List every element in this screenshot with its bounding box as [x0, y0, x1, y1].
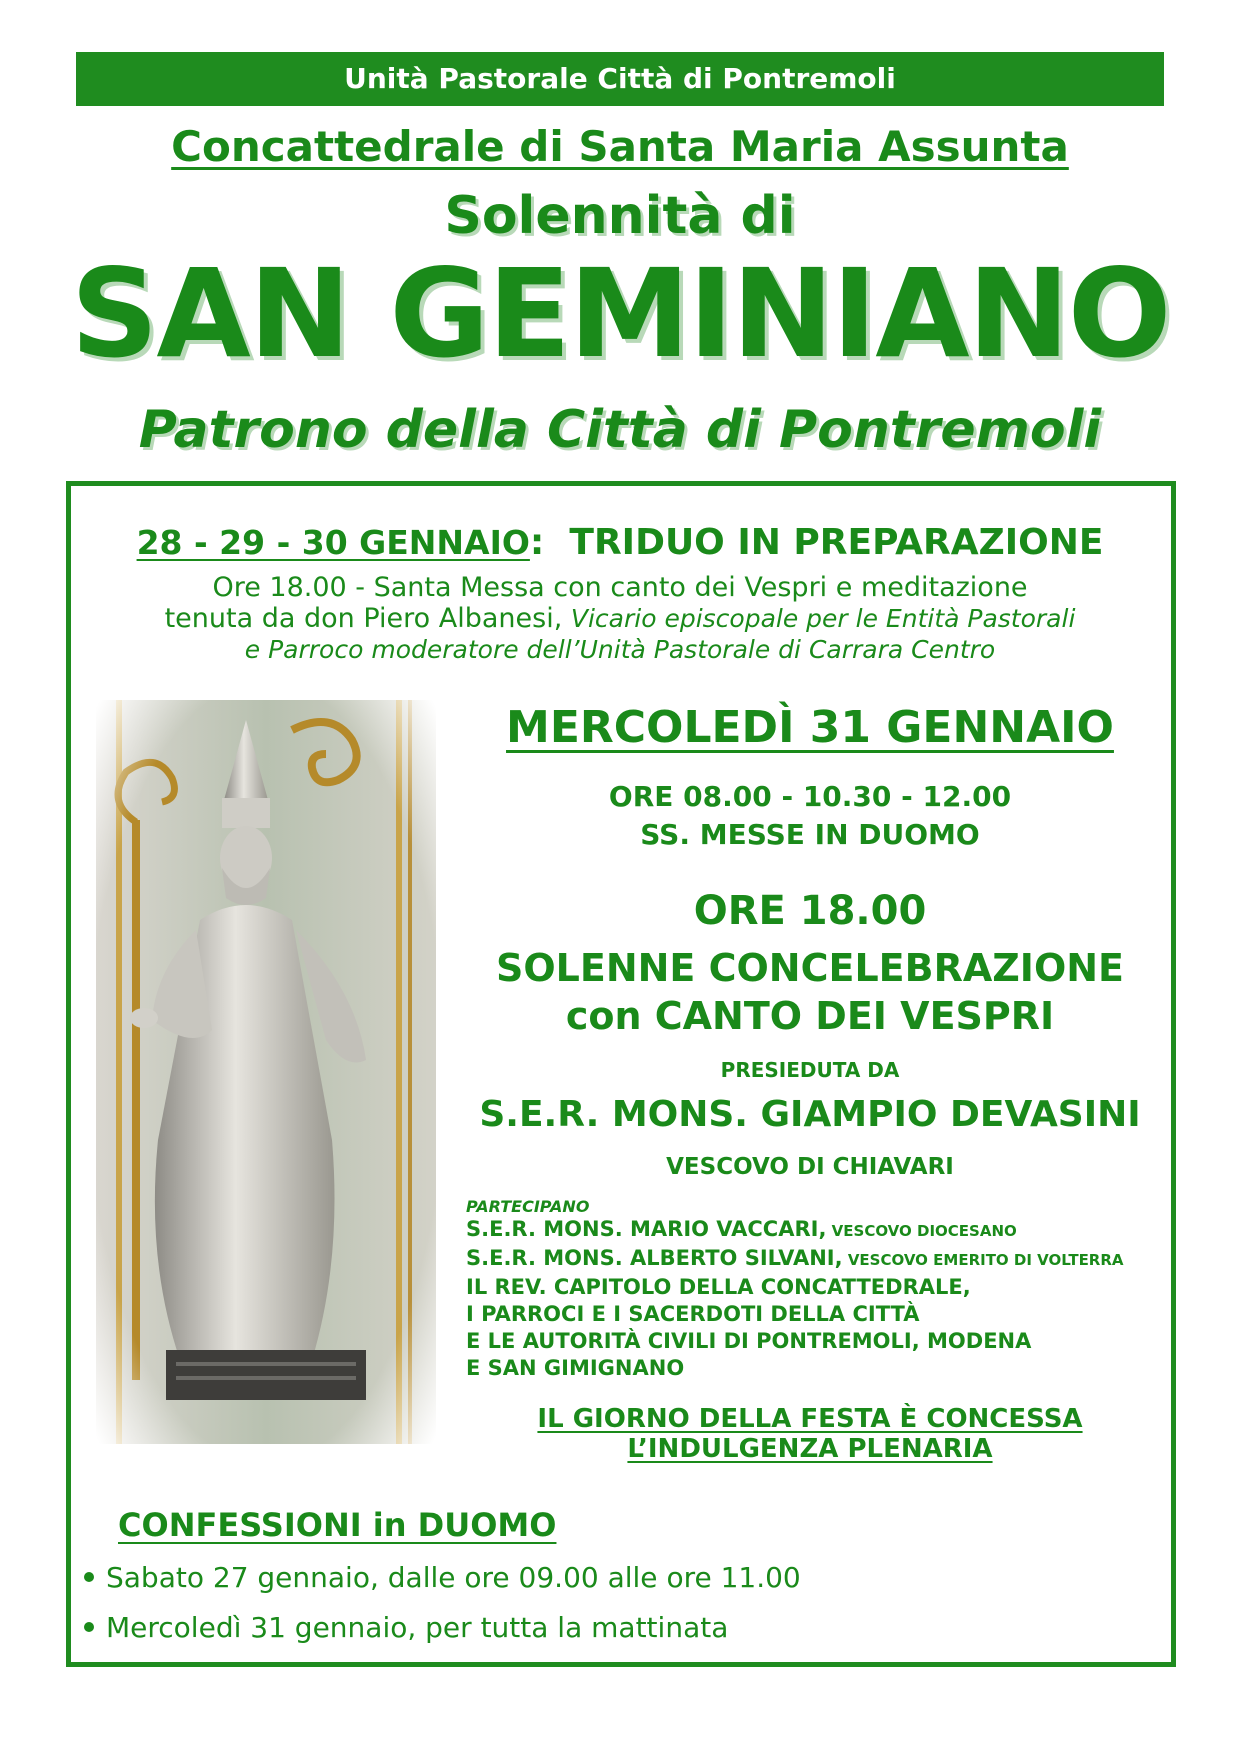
saint-name-title: SAN GEMINIANO: [70, 243, 1170, 385]
participant-1: [466, 1216, 1166, 1245]
participants-label: PARTECIPANO: [466, 1197, 590, 1216]
evening-celebration: [440, 944, 1180, 1040]
presiding-bishop-name: S.E.R. MONS. GIAMPIO DEVASINI: [479, 1094, 1141, 1135]
bullet-icon: [84, 1572, 94, 1582]
evening-line-2: con CANTO DEI VESPRI: [565, 994, 1055, 1038]
saint-statue-image: [96, 700, 436, 1444]
participant-6: E SAN GIMIGNANO: [466, 1356, 685, 1380]
triduo-heading: [0, 522, 1240, 563]
evening-line-1: SOLENNE CONCELEBRAZIONE: [495, 946, 1125, 990]
confession-item-1: Sabato 27 gennaio, dalle ore 09.00 alle ore 11.00: [106, 1561, 801, 1594]
triduo-description: [90, 572, 1150, 665]
triduo-line-2: [90, 603, 1150, 634]
bullet-icon: [84, 1622, 94, 1632]
participant-2-role: VESCOVO EMERITO DI VOLTERRA: [842, 1251, 1124, 1269]
triduo-line-2-italic: Vicario episcopale per le Entità Pastorali: [570, 604, 1076, 633]
presiding-bishop-role: VESCOVO DI CHIAVARI: [666, 1154, 954, 1180]
confessions-title: CONFESSIONI in DUOMO: [118, 1506, 557, 1544]
triduo-title: TRIDUO IN PREPARAZIONE: [569, 522, 1104, 563]
triduo-line-3: e Parroco moderatore dell’Unità Pastorale di Carrara Centro: [244, 635, 996, 664]
participant-1-name: S.E.R. MONS. MARIO VACCARI,: [466, 1217, 827, 1241]
triduo-separator: :: [529, 522, 545, 563]
indulgence-line-1: IL GIORNO DELLA FESTA È CONCESSA: [537, 1404, 1083, 1434]
morning-masses: [440, 778, 1180, 854]
triduo-dates: 28 - 29 - 30 GENNAIO: [136, 523, 530, 562]
participant-1-role: VESCOVO DIOCESANO: [826, 1222, 1017, 1240]
confession-item-2: Mercoledì 31 gennaio, per tutta la mattinata: [106, 1611, 729, 1644]
participants-block: [466, 1198, 1166, 1382]
morning-description: SS. MESSE IN DUOMO: [640, 818, 980, 851]
participant-2: [466, 1245, 1166, 1274]
morning-times: ORE 08.00 - 10.30 - 12.00: [608, 780, 1012, 813]
participant-2-name: S.E.R. MONS. ALBERTO SILVANI,: [466, 1246, 843, 1270]
solemnity-heading: Solennità di: [444, 186, 796, 246]
triduo-line-1: Ore 18.00 - Santa Messa con canto dei Vespri e meditazione: [212, 572, 1028, 603]
confessions-list: [80, 1558, 980, 1658]
feast-day-heading: [440, 702, 1180, 753]
indulgence-line-2: L’INDULGENZA PLENARIA: [627, 1434, 993, 1464]
participant-5: E LE AUTORITÀ CIVILI DI PONTREMOLI, MODENA: [466, 1329, 1032, 1353]
participant-3: IL REV. CAPITOLO DELLA CONCATTEDRALE,: [466, 1275, 971, 1299]
feast-day-title: MERCOLEDÌ 31 GENNAIO: [506, 702, 1114, 753]
organization-banner: Unità Pastorale Città di Pontremoli: [76, 52, 1164, 106]
list-item: [80, 1558, 980, 1608]
presided-by-label: PRESIEDUTA DA: [720, 1058, 900, 1082]
patron-subtitle: Patrono della Città di Pontremoli: [138, 400, 1102, 460]
indulgence-notice: [440, 1404, 1180, 1464]
participant-4: I PARROCI E I SACERDOTI DELLA CITTÀ: [466, 1302, 920, 1326]
evening-time: ORE 18.00: [693, 888, 927, 934]
triduo-line-2-plain: tenuta da don Piero Albanesi,: [164, 603, 571, 634]
church-title: Concattedrale di Santa Maria Assunta: [171, 122, 1069, 171]
list-item: [80, 1608, 980, 1658]
